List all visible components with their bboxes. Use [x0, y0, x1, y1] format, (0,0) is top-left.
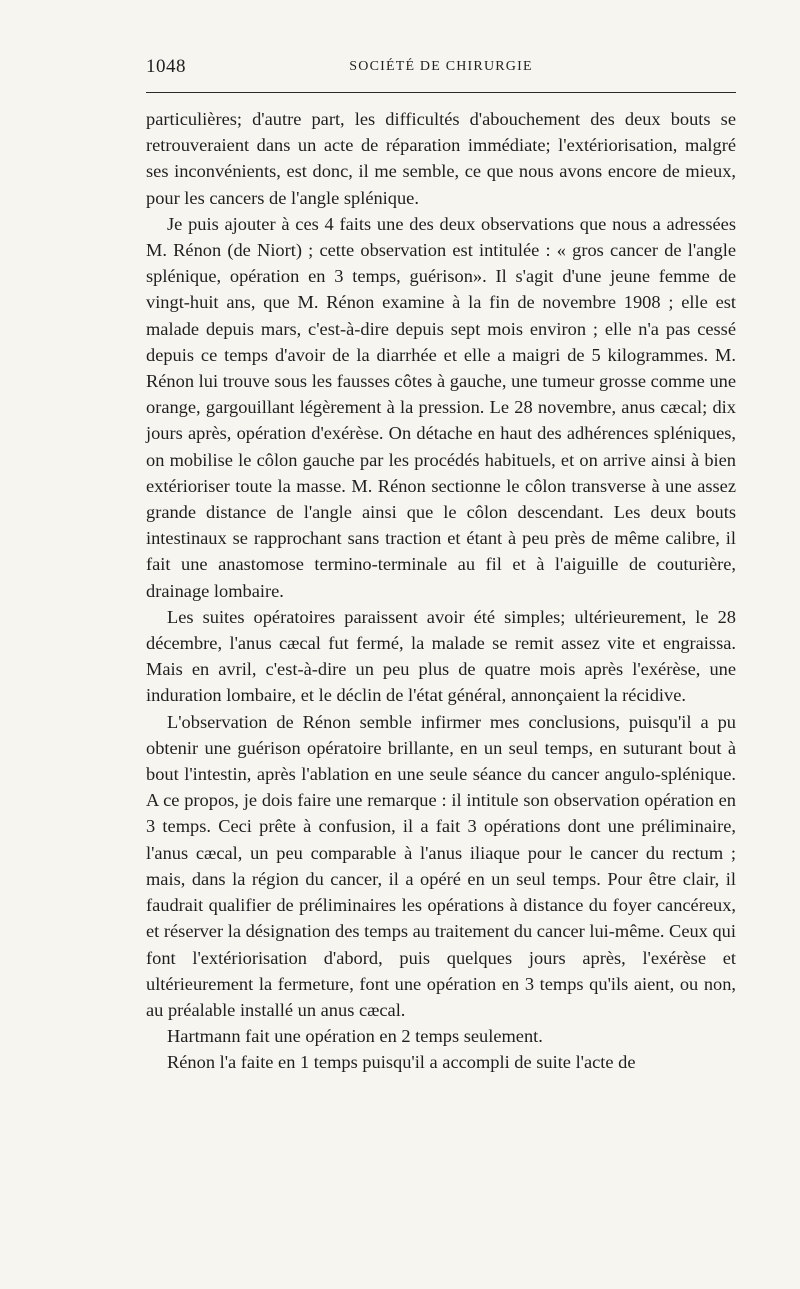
page-number: 1048 — [146, 56, 186, 77]
paragraph-continued: particulières; d'autre part, les difficultés d'abouchement des deux bouts se retrouveraient dans un acte de réparation immédiate; l'extériorisation, malgré ses inconvénients, est donc, il me semble, ce que nous avons encore de mieux, pour les cancers de l'angle splénique. — [146, 109, 736, 208]
paragraph-hartmann: Hartmann fait une opération en 2 temps seulement. — [167, 1026, 543, 1047]
paragraph-conclusions: L'observation de Rénon semble infirmer mes conclusions, puisqu'il a pu obtenir une guérison opératoire brillante, en un seul temps, en suturant bout à bout l'intestin, après l'ablation en une seule séance du cancer angulo-splénique. A ce propos, je dois faire une remarque : il intitule son observation opération en 3 temps. Ceci prête à confusion, il a fait 3 opérations dont une préliminaire, l'anus cæcal, un peu comparable à l'anus iliaque pour le cancer du rectum ; mais, dans la région du cancer, il a opéré en un seul temps. Pour être clair, il faudrait qualifier de préliminaires les opérations à distance du foyer cancéreux, et réserver la désignation des temps au traitement du cancer lui-même. Ceux qui font l'extériorisation d'abord, puis quelques jours après, l'exérèse et ultérieurement la fermeture, font une opération en 3 temps qu'ils aient, ou non, au préalable installé un anus cæcal. — [146, 711, 736, 1020]
page-header — [146, 56, 736, 82]
running-title: SOCIÉTÉ DE CHIRURGIE — [349, 59, 533, 74]
paragraph-renon-one-stage: Rénon l'a faite en 1 temps puisqu'il a accompli de suite l'acte de — [167, 1052, 636, 1073]
paragraph-postoperative: Les suites opératoires paraissent avoir été simples; ultérieurement, le 28 décembre, l'anus cæcal fut fermé, la malade se remit assez vite et engraissa. Mais en avril, c'est-à-dire un peu plus de quatre mois après l'exérèse, une induration lombaire, et le déclin de l'état général, annonçaient la récidive. — [146, 606, 736, 706]
paragraph-renon-observation: Je puis ajouter à ces 4 faits une des deux observations que nous a adressées M. Rénon (de Niort) ; cette observation est intitulée : « gros cancer de l'angle splénique, opération en 3 temps, guérison». Il s'agit d'une jeune femme de vingt-huit ans, que M. Rénon examine à la fin de novembre 1908 ; elle est malade depuis mars, c'est-à-dire depuis sept mois environ ; elle n'a pas cessé depuis ce temps d'avoir de la diarrhée et elle a maigri de 5 kilogrammes. M. Rénon lui trouve sous les fausses côtes à gauche, une tumeur grosse comme une orange, gargouillant légèrement à la pression. Le 28 novembre, anus cæcal; dix jours après, opération d'exérèse. On détache en haut des adhérences spléniques, on mobilise le côlon gauche par les procédés habituels, et on arrive ainsi à bien extérioriser toute la masse. M. Rénon sectionne le côlon transverse à une assez grande distance de l'angle ainsi que le côlon descendant. Les deux bouts intestinaux se rapprochant sans traction et étant à peu près de même calibre, il fait une anastomose termino-terminale au fil et à l'aiguille de couturière, drainage lombaire. — [146, 213, 736, 601]
body-text — [146, 106, 736, 1076]
header-rule — [146, 92, 736, 93]
